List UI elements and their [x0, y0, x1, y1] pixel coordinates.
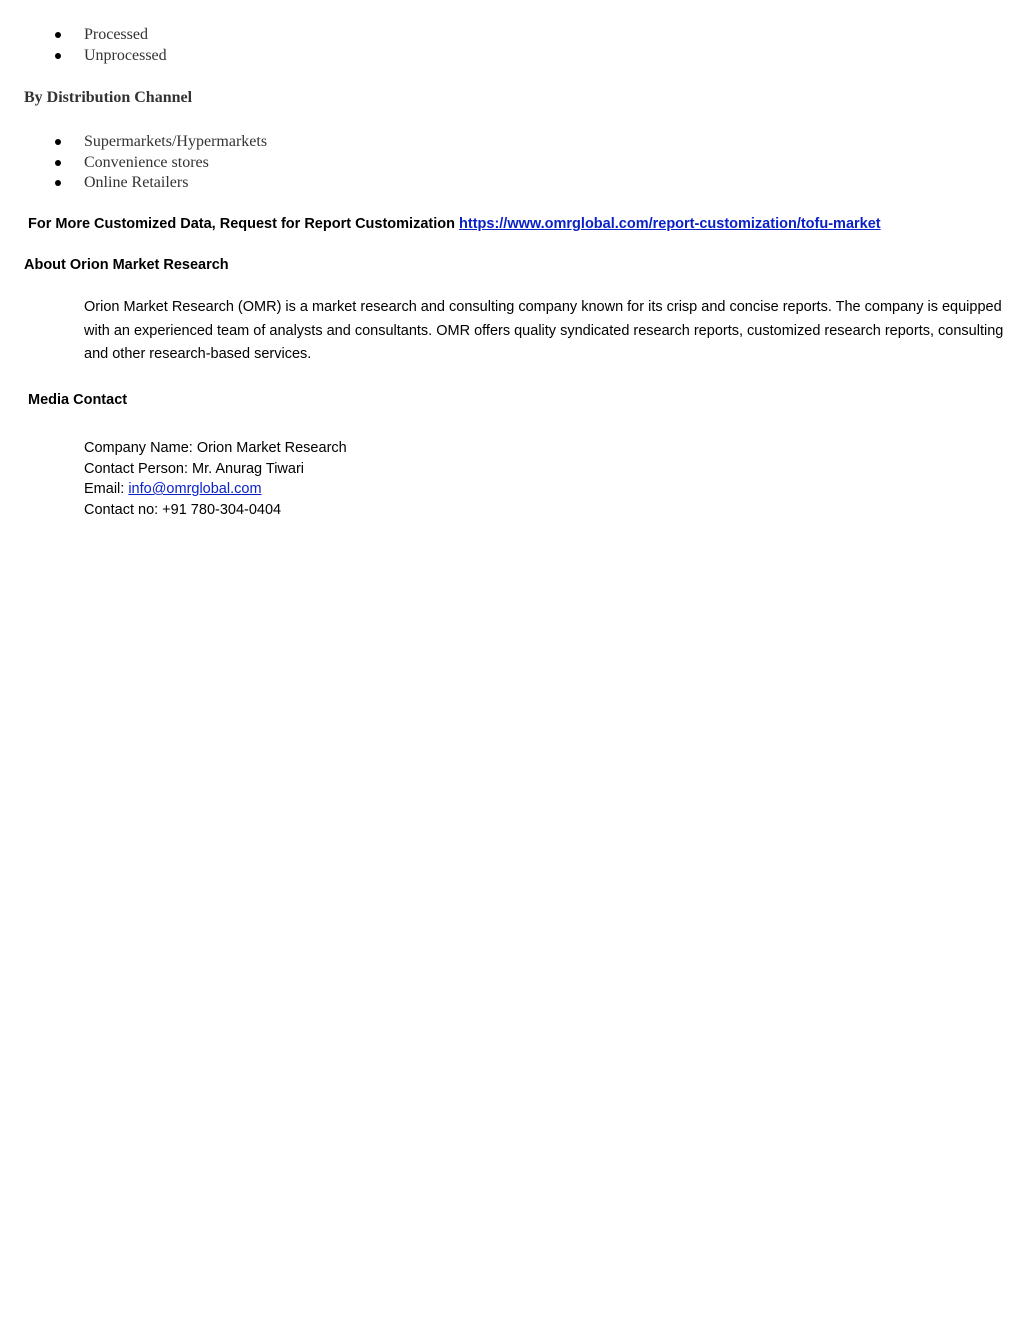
- list-item-label: Online Retailers: [84, 174, 189, 191]
- list-item: [0, 46, 167, 67]
- list-item: [0, 173, 267, 194]
- email-label: Email:: [84, 481, 129, 497]
- phone-number: Contact no: +91 780-304-0404: [84, 501, 282, 518]
- bullet-icon: [55, 180, 61, 186]
- email-link[interactable]: info@omrglobal.com: [128, 481, 262, 497]
- form-list: [0, 25, 167, 66]
- list-item: [0, 153, 267, 174]
- list-item-label: Convenience stores: [84, 153, 209, 171]
- list-item: [0, 132, 267, 153]
- contact-person: Contact Person: Mr. Anurag Tiwari: [84, 460, 305, 477]
- distribution-heading: By Distribution Channel: [24, 89, 193, 106]
- contact-details: [84, 438, 347, 520]
- media-contact-heading: Media Contact: [28, 392, 128, 408]
- list-item-label: Processed: [84, 26, 148, 43]
- bullet-icon: [55, 32, 61, 38]
- list-item: [0, 25, 167, 46]
- email-line: [84, 479, 347, 500]
- distribution-list: [0, 132, 267, 194]
- customization-text: For More Customized Data, Request for Report Customization: [28, 216, 455, 232]
- about-paragraph: Orion Market Research (OMR) is a market research and consulting company known for its crisp and concise reports. The company is equipped with an experienced team of analysts and consultants. OMR offers quality syndicated research reports, customized research reports, consulting and other research-based services.: [84, 299, 1004, 362]
- company-name: Company Name: Orion Market Research: [84, 440, 347, 456]
- bullet-icon: [55, 160, 61, 166]
- customization-line: [28, 216, 881, 232]
- list-item-label: Supermarkets/Hypermarkets: [84, 133, 268, 150]
- about-heading: About Orion Market Research: [24, 257, 229, 273]
- list-item-label: Unprocessed: [84, 46, 167, 64]
- bullet-icon: [55, 139, 61, 145]
- bullet-icon: [55, 53, 61, 59]
- customization-link[interactable]: https://www.omrglobal.com/report-customization/tofu-market: [459, 216, 881, 232]
